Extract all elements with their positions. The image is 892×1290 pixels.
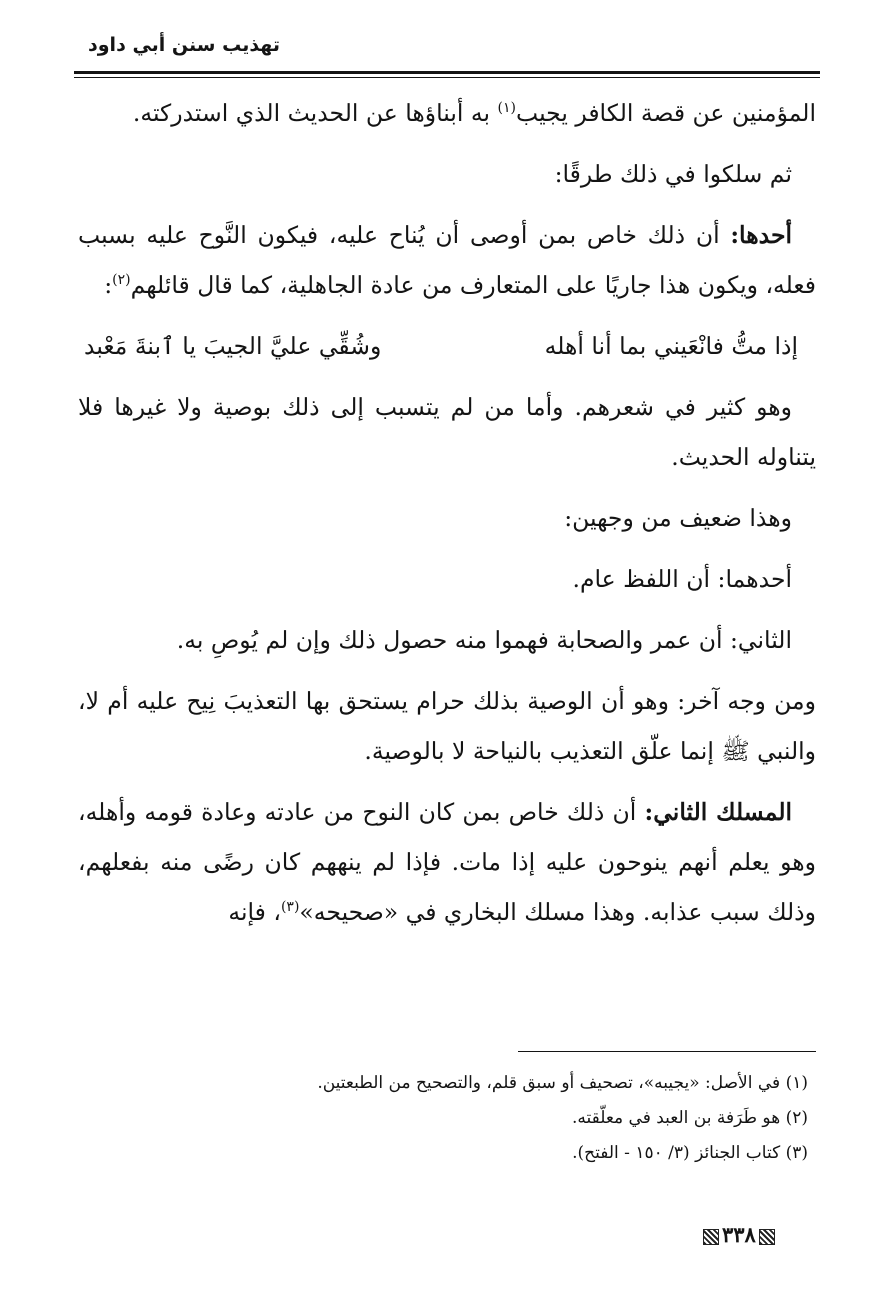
ornament-icon <box>759 1229 775 1245</box>
paragraph-second-path: المسلك الثاني: أن ذلك خاص بمن كان النوح من عادته وعادة قومه وأهله، وهو يعلم أنهم ينوحون عليه إذا مات. فإذا لم ينههم كان رضًى منه بفعلهم، وذلك سبب عذابه. وهذا مسلك البخاري في «صحيحه»$^{(٣)}$، فإنه <box>78 798 816 926</box>
ornament-icon <box>703 1229 719 1245</box>
footnote-ref-3[interactable]: (٣) <box>280 899 300 916</box>
paragraph-first-path: أحدها: أن ذلك خاص بمن أوصى أن يُناح عليه، فيكون النَّوح عليه بسبب فعله، ويكون هذا جاريًا على المتعارف من عادة الجاهلية، كما قال قائلهم$^{(٢)}$: <box>78 221 816 299</box>
footnote-1: (١) في الأصل: «يجيبه»، تصحيف أو سبق قلم، والتصحيح من الطبعتين. <box>317 1073 808 1093</box>
header-rule-thin <box>74 77 820 78</box>
poetry-verse <box>78 321 816 371</box>
footnote-ref-1[interactable]: (١) <box>497 100 517 117</box>
header-rule-thick <box>74 71 820 74</box>
footnote-2: (٢) هو طَرَفة بن العبد في معلّقته. <box>571 1108 808 1128</box>
paragraph-paths-intro: ثم سلكوا في ذلك طرقًا: <box>554 160 792 188</box>
footnote-separator <box>518 1051 816 1052</box>
body-text <box>78 88 816 948</box>
paragraph-commentary: وهو كثير في شعرهم. وأما من لم يتسبب إلى ذلك بوصية ولا غيرها فلا يتناوله الحديث. <box>78 393 816 471</box>
paragraph-first-reason: أحدهما: أن اللفظ عام. <box>572 565 792 593</box>
verse-first-hemistich: إذا متُّ فانْعَيني بما أنا أهله <box>544 332 798 360</box>
verse-second-hemistich: وشُقِّي عليَّ الجيبَ يا ٱبنةَ مَعْبد <box>84 332 382 360</box>
paragraph-second-reason: الثاني: أن عمر والصحابة فهموا منه حصول ذلك وإن لم يُوصِ به. <box>176 626 792 654</box>
page-number: ٣٣٨ <box>722 1222 756 1247</box>
paragraph-weak: وهذا ضعيف من وجهين: <box>564 504 792 532</box>
paragraph-lead: أحدها: <box>730 221 792 249</box>
footnote-3: (٣) كتاب الجنائز (٣/ ١٥٠ - الفتح). <box>572 1143 808 1163</box>
paragraph-lead: المسلك الثاني: <box>644 798 793 826</box>
paragraph-continuation: المؤمنين عن قصة الكافر يجيب$^{(١)}$ به أبناؤها عن الحديث الذي استدركته. <box>132 99 816 127</box>
book-title: تهذيب سنن أبي داود <box>88 34 280 56</box>
paragraph-another-aspect: ومن وجه آخر: وهو أن الوصية بذلك حرام يستحق بها التعذيبَ نِيح عليه أم لا، والنبي ﷺ إنما علّق التعذيب بالنياحة لا بالوصية. <box>78 687 816 765</box>
footnote-ref-2[interactable]: (٢) <box>112 272 131 289</box>
page-footer <box>700 1222 778 1247</box>
footnotes <box>78 1066 816 1171</box>
